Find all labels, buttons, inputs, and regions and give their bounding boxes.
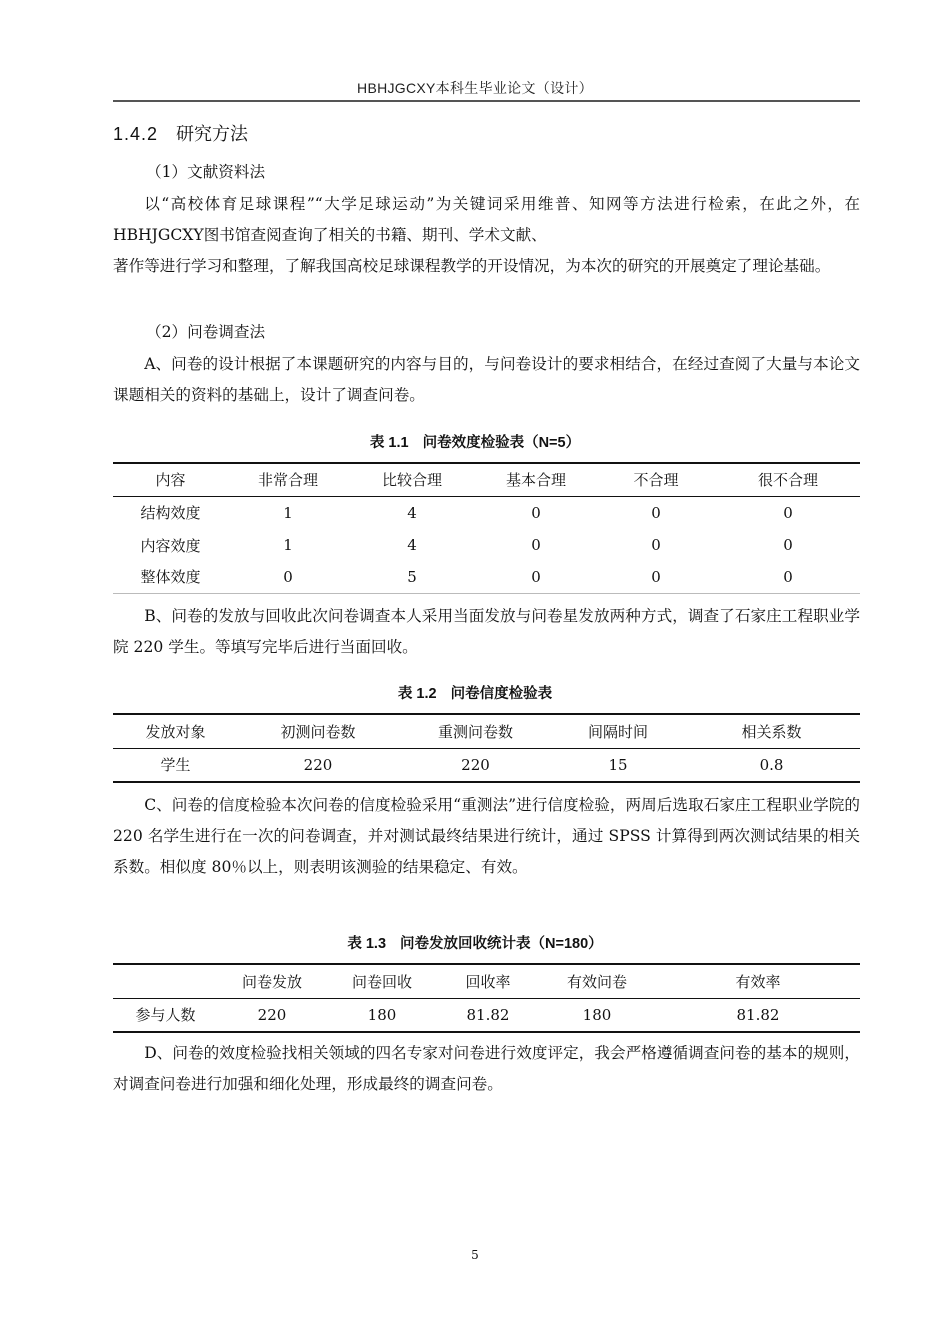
table-3-title: 问卷发放回收统计表（N=180） [400, 936, 603, 952]
table-cell: 整体效度 [140, 568, 201, 587]
table-row [113, 496, 860, 529]
paragraph-literature-cont: 著作等进行学习和整理，了解我国高校足球课程教学的开设情况，为本次的研究的开展奠定了理论基础。 [113, 257, 831, 275]
table-cell: 15 [608, 755, 628, 774]
table-cell: 0 [651, 503, 661, 522]
table-header-row [113, 714, 860, 748]
table-cell: 220 [257, 1005, 287, 1024]
table-header: 问卷回收 [351, 972, 412, 991]
table-cell: 81.82 [736, 1005, 780, 1024]
table-cell: 4 [407, 503, 417, 522]
table-cell: 内容效度 [140, 536, 201, 555]
table-cell: 0 [531, 503, 541, 522]
section-heading [113, 120, 248, 146]
table-cell: 220 [303, 755, 333, 774]
table-cell: 180 [367, 1005, 397, 1024]
table-header: 发放对象 [145, 722, 206, 741]
table-cell: 220 [461, 755, 490, 774]
paragraph-D: D、问卷的效度检验找相关领域的四名专家对问卷进行效度评定，我会严格遵循调查问卷的基本的规则，对调查问卷进行加强和细化处理，形成最终的调查问卷。 [113, 1044, 860, 1093]
paragraph-C: C、问卷的信度检验本次问卷的信度检验采用“重测法”进行信度检验，两周后选取石家庄工程职业学院的 220 名学生进行在一次的问卷调查，并对测试最终结果进行统计，通过 SPSS 计算得到两次测试结果的相关系数。相似度 80％以上，则表明该测验的结果稳定、有效。 [113, 796, 860, 876]
table-cell: 参与人数 [135, 1006, 196, 1025]
table-header: 基本合理 [505, 471, 566, 490]
page-number: 5 [471, 1248, 479, 1262]
table-cell: 4 [407, 536, 417, 554]
paragraph-literature: 以“高校体育足球课程”“大学足球运动”为关键词采用维普、知网等方法进行检索，在此之外，在HBHJGCXY图书馆查阅查询了相关的书籍、期刊、学术文献、 [113, 195, 860, 244]
table-header [113, 964, 218, 998]
subsection-label-questionnaire: （2）问卷调查法 [146, 323, 266, 341]
table-row [113, 529, 860, 561]
table-header: 非常合理 [257, 471, 318, 490]
table-header: 很不合理 [757, 471, 818, 490]
table-3-number: 表 1.3 [347, 936, 387, 952]
table-cell: 0 [783, 536, 793, 554]
table-1-number: 表 1.1 [369, 435, 409, 451]
table-cell: 0 [283, 567, 293, 586]
table-header-row [113, 964, 860, 998]
paragraph-B: B、问卷的发放与回收此次问卷调查本人采用当面发放与问卷星发放两种方式，调查了石家庄工程职业学院 220 学生。等填写完毕后进行当面回收。 [113, 607, 860, 656]
table-cell: 0 [531, 536, 541, 554]
table-cell: 5 [407, 567, 417, 586]
table-cell: 0 [651, 536, 661, 554]
table-header: 重测问卷数 [437, 722, 513, 741]
page-header: HBHJGCXY本科生毕业论文（设计） [357, 80, 593, 96]
table-header: 问卷发放 [241, 972, 302, 991]
table-cell: 1 [283, 536, 293, 554]
table-header: 初测问卷数 [280, 722, 356, 741]
table-header: 间隔时间 [587, 722, 648, 741]
table-cell: 0.8 [759, 755, 784, 774]
table-1-title: 问卷效度检验表（N=5） [422, 435, 581, 451]
distribution-table [113, 963, 860, 1033]
table-header: 有效问卷 [566, 972, 627, 991]
table-cell: 0 [531, 567, 541, 586]
table-cell: 1 [283, 503, 293, 522]
table-cell: 180 [582, 1005, 612, 1024]
table-row [113, 748, 860, 782]
table-header: 内容 [155, 471, 186, 490]
table-cell: 0 [783, 567, 793, 586]
header-divider [113, 100, 860, 102]
table-1-caption [0, 431, 950, 452]
table-3-caption [0, 932, 950, 953]
subsection-label-literature: （1）文献资料法 [146, 163, 266, 181]
table-row [113, 561, 860, 593]
table-header-row [113, 463, 860, 496]
table-2-caption [0, 682, 950, 703]
reliability-table [113, 713, 860, 783]
table-header: 有效率 [735, 972, 781, 991]
table-header: 不合理 [633, 471, 679, 490]
table-cell: 结构效度 [140, 504, 201, 523]
table-row [113, 998, 860, 1032]
table-cell: 0 [783, 503, 793, 522]
table-2-number: 表 1.2 [397, 686, 437, 702]
table-header: 比较合理 [381, 471, 442, 490]
table-cell: 学生 [160, 756, 191, 775]
table-cell: 81.82 [466, 1005, 510, 1024]
validity-table [113, 462, 860, 594]
table-cell: 0 [651, 567, 661, 586]
table-2-title: 问卷信度检验表 [450, 686, 553, 702]
paragraph-A: A、问卷的设计根据了本课题研究的内容与目的，与问卷设计的要求相结合，在经过查阅了大量与本论文课题相关的资料的基础上，设计了调查问卷。 [113, 355, 860, 404]
table-header: 相关系数 [741, 722, 802, 741]
table-header: 回收率 [465, 972, 511, 991]
section-title: 研究方法 [176, 124, 249, 144]
section-number: 1.4.2 [113, 124, 159, 144]
